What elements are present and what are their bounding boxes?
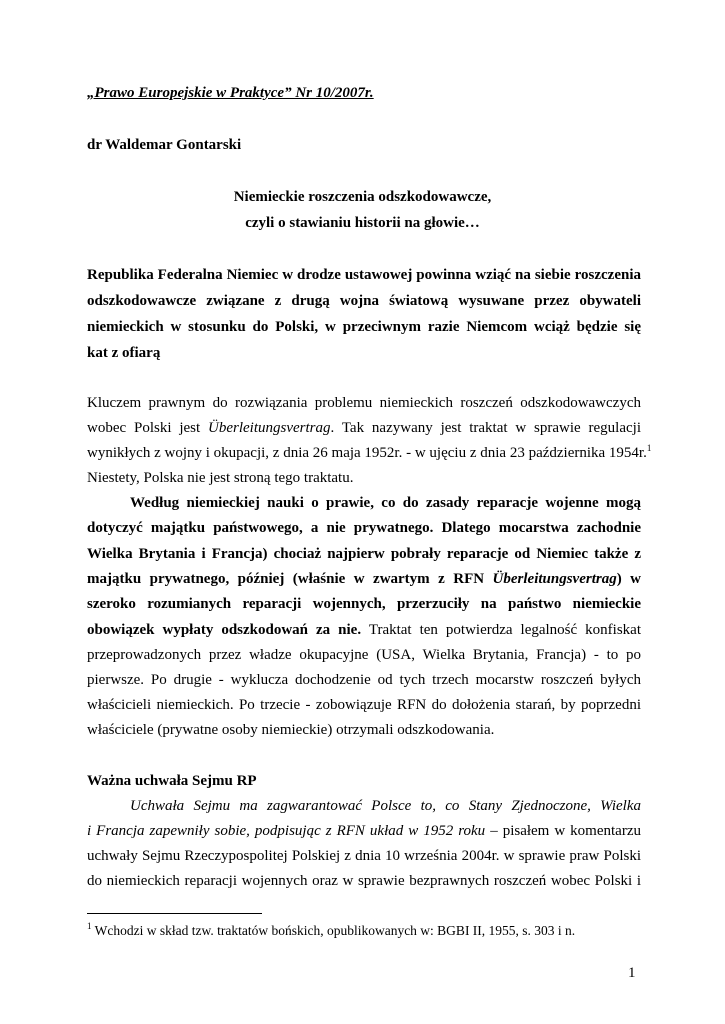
paragraph-line: właścicieli niemieckich. Po trzecie - zobowiązuje RFN do dołożenia starań, by poprzedni	[87, 697, 641, 713]
footnote-separator	[87, 913, 262, 914]
footnote-mark: 1	[87, 921, 92, 931]
paragraph-line: do niemieckich reparacji wojennych oraz w sprawie bezprawnych roszczeń wobec Polski i	[87, 873, 641, 889]
lead-line: niemieckich w stosunku do Polski, w przeciwnym razie Niemcom wciąż będzie się	[87, 319, 641, 335]
paragraph-line: pierwsze. Po drugie - wyklucza dochodzenie od tych trzech mocarstw roszczeń byłych	[87, 672, 641, 688]
lead-line: odszkodowawcze związane z drugą wojna światową wysuwane przez obywateli	[87, 293, 641, 309]
quoted-text: i Francja zapewniły sobie, podpisując z RFN układ w 1952 roku	[87, 823, 486, 839]
text-span: – pisałem w komentarzu	[490, 823, 641, 839]
paragraph-line	[87, 444, 651, 462]
paragraph-line: właściciele (prywatne osoby niemieckie) otrzymali odszkodowania.	[87, 722, 495, 738]
text-span: obowiązek wypłaty odszkodowań za nie.	[87, 622, 362, 638]
paragraph-line: Według niemieckiej nauki o prawie, co do zasady reparacje wojenne mogą	[130, 495, 641, 511]
section-heading: Ważna uchwała Sejmu RP	[87, 773, 257, 789]
text-span: wobec Polski jest	[87, 420, 209, 436]
paragraph-line: uchwały Sejmu Rzeczypospolitej Polskiej z dnia 10 września 2004r. w sprawie praw Polski	[87, 848, 641, 864]
paragraph-line	[87, 419, 641, 437]
footnote-reference[interactable]: 1	[646, 443, 652, 453]
paragraph-line: szeroko rozumianych reparacji wojennych, przerzuciły na państwo niemieckie	[87, 596, 641, 612]
lead-line: Republika Federalna Niemiec w drodze ustawowej powinna wziąć na siebie roszczenia	[87, 267, 641, 283]
text-span: Traktat ten potwierdza legalność konfiskat	[361, 622, 641, 638]
text-span: majątku prywatnego, później (właśnie w zwartym z RFN	[87, 571, 493, 587]
treaty-name: Überleitungsvertrag	[492, 571, 617, 587]
paragraph-line	[87, 621, 641, 639]
treaty-name: Überleitungsvertrag	[208, 420, 331, 436]
title-line-1: Niemieckie roszczenia odszkodowawcze,	[233, 189, 492, 205]
text-span: wynikłych z wojny i okupacji, z dnia 26 maja 1952r. - w ujęciu z dnia 23 października 1954r.	[87, 445, 647, 461]
lead-line: kat z ofiarą	[87, 345, 161, 361]
paragraph-line	[87, 570, 641, 588]
paragraph-line: Uchwała Sejmu ma zagwarantować Polsce to, co Stany Zjednoczone, Wielka	[130, 798, 641, 814]
text-span: ) w	[616, 571, 641, 587]
footnote	[87, 922, 575, 940]
journal-header: „Prawo Europejskie w Praktyce” Nr 10/2007r.	[87, 85, 374, 101]
paragraph-line: Kluczem prawnym do rozwiązania problemu niemieckich roszczeń odszkodowawczych	[87, 395, 641, 411]
paragraph-line: dotyczyć majątku państwowego, a nie prywatnego. Dlatego mocarstwa zachodnie	[87, 520, 641, 536]
page-number: 1	[628, 965, 636, 981]
footnote-text: Wchodzi w skład tzw. traktatów bońskich, opublikowanych w: BGBI II, 1955, s. 303 i n.	[91, 923, 576, 938]
text-span: . Tak nazywany jest traktat w sprawie regulacji	[330, 420, 641, 436]
author-name: dr Waldemar Gontarski	[87, 137, 242, 153]
paragraph-line: przeprowadzonych przez władze okupacyjne (USA, Wielka Brytania, Francja) - to po	[87, 647, 641, 663]
paragraph-line: Wielka Brytania i Francja) chociaż najpierw pobrały reparacje od Niemiec także z	[87, 546, 641, 562]
paragraph-line: Niestety, Polska nie jest stroną tego traktatu.	[87, 470, 354, 486]
title-line-2: czyli o stawianiu historii na głowie…	[245, 215, 480, 231]
paragraph-line	[87, 822, 641, 840]
